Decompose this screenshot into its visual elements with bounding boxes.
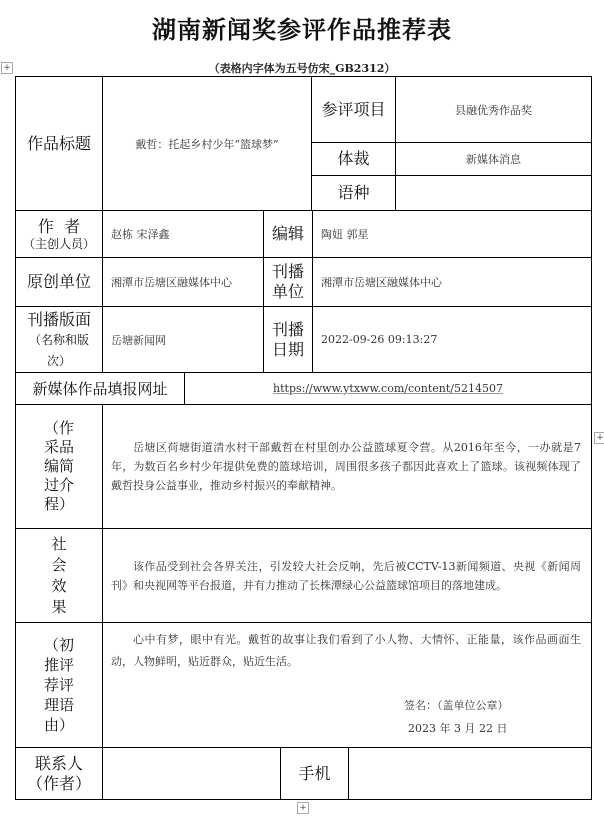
language-value[interactable] [396, 176, 591, 210]
document-title: 湖南新闻奖参评作品推荐表 [152, 16, 452, 44]
add-column-handle-icon[interactable]: + [594, 432, 604, 444]
author-value[interactable]: 赵栋 宋泽鑫 [111, 228, 170, 241]
table-line [591, 76, 592, 800]
section-label [16, 307, 102, 372]
section-value[interactable]: 岳塘新闻网 [111, 333, 166, 347]
reason-label [16, 623, 102, 747]
signature-date: 2023 年 3 月 22 日 [408, 722, 508, 735]
author-label [16, 211, 102, 257]
origin-unit-label: 原创单位 [26, 272, 91, 291]
reason-cell[interactable] [103, 623, 591, 747]
genre-value[interactable]: 新媒体消息 [466, 153, 521, 166]
contact-label-sub: （作者） [26, 773, 91, 793]
work-title-value[interactable]: 戴哲：托起乡村少年“篮球梦” [135, 137, 279, 151]
url-label: 新媒体作品填报网址 [32, 379, 168, 398]
table-move-handle-icon[interactable]: + [1, 62, 13, 74]
add-row-handle-icon[interactable]: + [297, 802, 309, 814]
genre-label: 体裁 [337, 149, 370, 168]
publisher-label: 刊播单位 [271, 262, 304, 301]
document-subtitle: （表格内字体为五号仿宋_GB2312） [208, 62, 396, 75]
author-label-main: 作 者 [37, 216, 81, 236]
author-label-sub: （主创人员） [22, 236, 95, 251]
intro-text[interactable]: 岳塘区荷塘街道清水村干部戴哲在村里创办公益篮球夏令营。从2016年至今，一办就是7年，为数百名乡村少年提供免费的篮球培训，周围很多孩子都因此喜欢上了篮球。该视频体现了戴哲投身公益事业，推动乡村振兴的奉献精神。 [111, 441, 581, 492]
language-label: 语种 [337, 183, 370, 202]
work-title-label: 作品标题 [26, 133, 91, 153]
reason-text: 心中有梦，眼中有光。戴哲的故事让我们看到了小人物、大情怀、正能量，该作品画面生动，人物鲜明，贴近群众，贴近生活。 [111, 633, 581, 668]
editor-value[interactable]: 陶妞 郭星 [321, 228, 369, 241]
phone-label: 手机 [298, 763, 331, 783]
editor-label: 编辑 [271, 224, 304, 243]
section-label-sub: （名称和版次） [28, 333, 89, 368]
category-label: 参评项目 [321, 99, 386, 119]
contact-label-main: 联系人 [34, 753, 83, 773]
reason-label-text: （初推评荐评理语由） [43, 636, 74, 734]
effect-label [16, 529, 102, 622]
category-value[interactable]: 县融优秀作品奖 [455, 103, 532, 117]
contact-label [16, 748, 102, 799]
phone-value[interactable] [349, 748, 591, 799]
publish-date-label: 刊播日期 [271, 319, 304, 359]
section-label-main: 刊播版面 [26, 310, 91, 329]
contact-value[interactable] [103, 748, 280, 799]
effect-text[interactable]: 该作品受到社会各界关注，引发较大社会反响，先后被CCTV-13新闻频道、央视《新闻周刊》和央视网等平台报道，并有力推动了长株潭绿心公益篮球馆项目的落地建成。 [111, 559, 581, 592]
intro-label-text: （作采品编简过介程） [43, 419, 74, 513]
url-value[interactable]: https://www.ytxww.com/content/5214507 [273, 382, 503, 395]
publisher-value[interactable]: 湘潭市岳塘区融媒体中心 [321, 276, 442, 289]
publish-date-value[interactable]: 2022-09-26 09:13:27 [321, 333, 438, 346]
effect-label-text: 社会效果 [51, 534, 67, 616]
intro-label [16, 405, 102, 528]
origin-unit-value[interactable]: 湘潭市岳塘区融媒体中心 [111, 276, 232, 289]
signature-line: 签名：（盖单位公章） [404, 699, 509, 712]
